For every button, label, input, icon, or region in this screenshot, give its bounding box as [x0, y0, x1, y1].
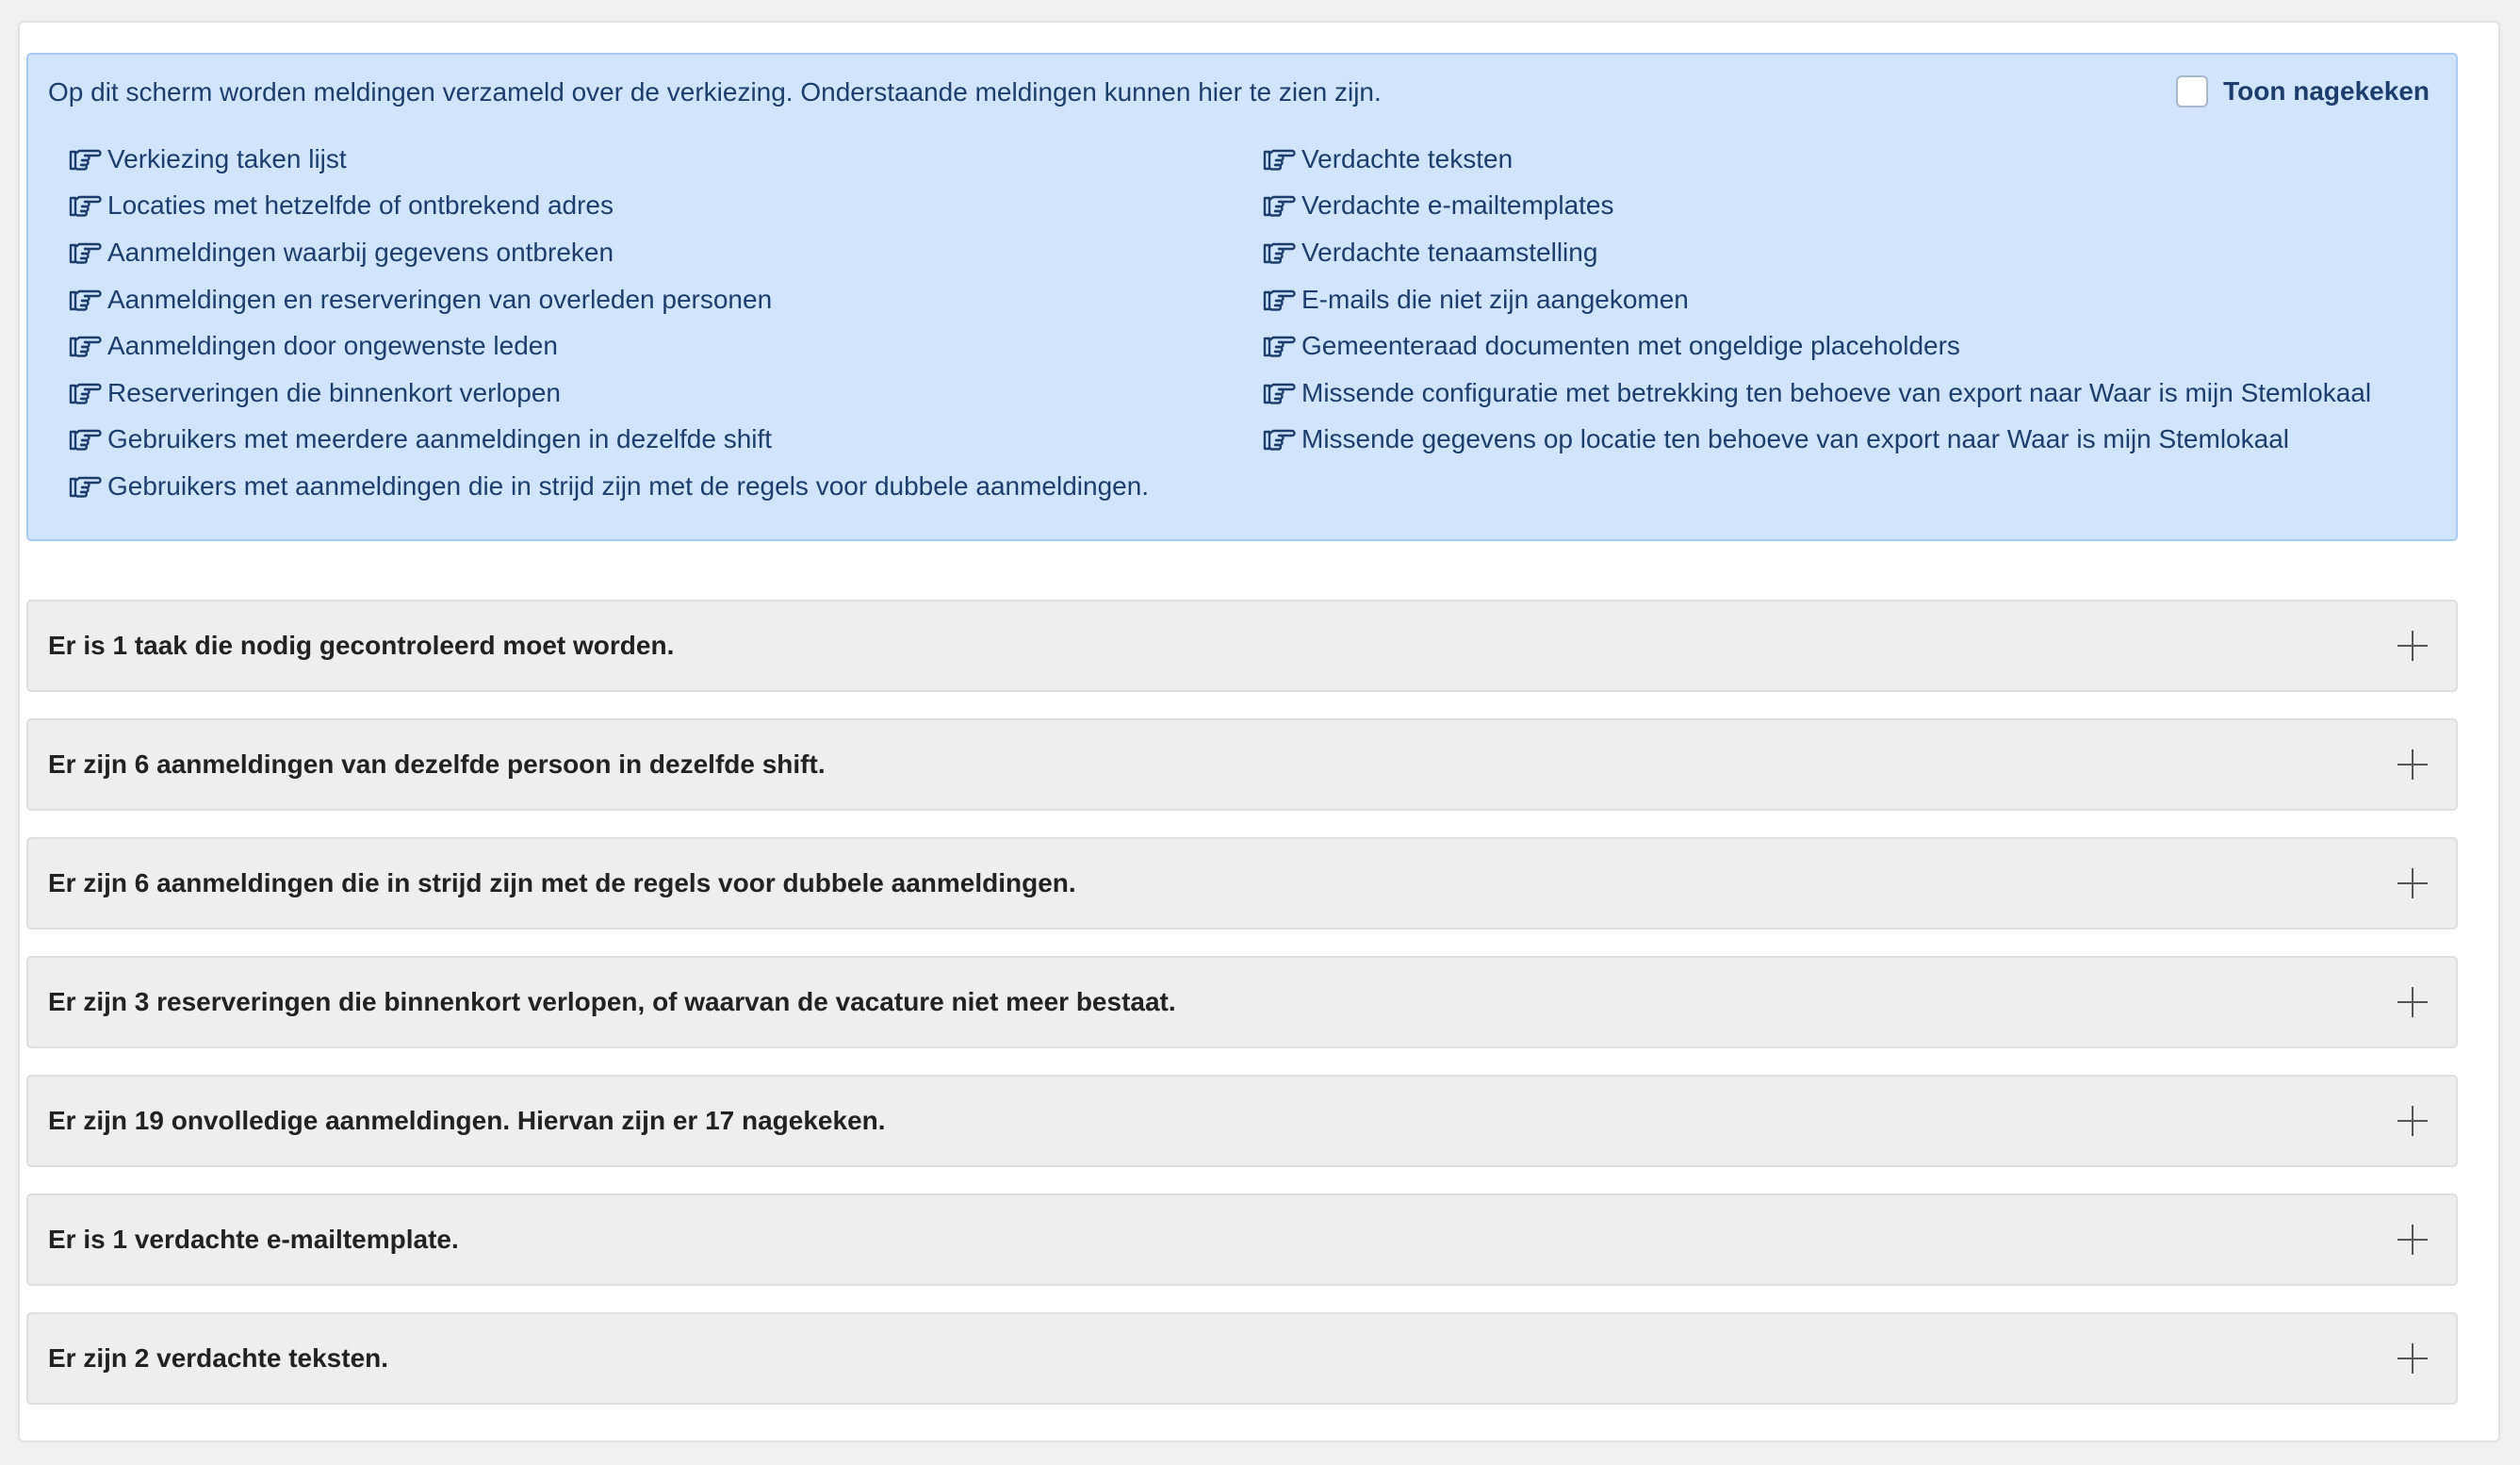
- panel-title[interactable]: Er is 1 taak die nodig gecontroleerd moet worden.: [48, 631, 675, 660]
- notification-type-item[interactable]: [68, 136, 1149, 183]
- pointing-hand-icon: [1262, 379, 1296, 407]
- pointing-hand-icon: [68, 239, 102, 267]
- pointing-hand-icon: [68, 332, 102, 360]
- pointing-hand-icon: [1262, 145, 1296, 173]
- expand-plus-icon[interactable]: [2397, 1225, 2428, 1255]
- panel-double-registration-rules[interactable]: [26, 837, 2458, 930]
- panel-title[interactable]: Er zijn 3 reserveringen die binnenkort verlopen, of waarvan de vacature niet meer bestaat.: [48, 987, 1176, 1016]
- pointing-hand-icon: [1262, 286, 1296, 314]
- notification-type-label: Missende gegevens op locatie ten behoeve van export naar Waar is mijn Stemlokaal: [1301, 424, 2289, 454]
- pointing-hand-icon: [1262, 191, 1296, 220]
- show-reviewed-label[interactable]: Toon nagekeken: [2223, 76, 2430, 106]
- panel-title[interactable]: Er zijn 19 onvolledige aanmeldingen. Hiervan zijn er 17 nagekeken.: [48, 1106, 886, 1135]
- show-reviewed-toggle[interactable]: [2176, 75, 2430, 107]
- notification-type-label: Verdachte teksten: [1301, 143, 1514, 173]
- notification-type-label: Reserveringen die binnenkort verlopen: [107, 377, 561, 407]
- panel-suspicious-email-template[interactable]: [26, 1193, 2458, 1286]
- notification-types-right: [1262, 136, 2371, 463]
- panel-expiring-reservations[interactable]: [26, 956, 2458, 1048]
- notification-type-label: Gebruikers met aanmeldingen die in strijd zijn met de regels voor dubbele aanmeldingen.: [107, 470, 1150, 501]
- pointing-hand-icon: [1262, 239, 1296, 267]
- notification-type-label: Verkiezing taken lijst: [107, 143, 347, 173]
- notification-type-item[interactable]: [68, 229, 1149, 276]
- notification-type-item[interactable]: [68, 183, 1149, 230]
- notification-type-item[interactable]: [1262, 136, 2371, 183]
- expand-plus-icon[interactable]: [2397, 987, 2428, 1017]
- notification-type-label: Aanmeldingen door ongewenste leden: [107, 331, 558, 361]
- notification-type-label: Locaties met hetzelfde of ontbrekend adres: [107, 190, 614, 221]
- panel-title[interactable]: Er zijn 6 aanmeldingen van dezelfde persoon in dezelfde shift.: [48, 749, 826, 779]
- notification-type-label: Verdachte e-mailtemplates: [1301, 190, 1614, 221]
- notification-type-item[interactable]: [1262, 370, 2371, 417]
- pointing-hand-icon: [68, 191, 102, 220]
- notification-type-label: E-mails die niet zijn aangekomen: [1301, 284, 1689, 314]
- notification-type-item[interactable]: [68, 417, 1149, 464]
- pointing-hand-icon: [1262, 332, 1296, 360]
- notification-type-label: Aanmeldingen en reserveringen van overleden personen: [107, 284, 773, 314]
- expand-plus-icon[interactable]: [2397, 1106, 2428, 1136]
- expand-plus-icon[interactable]: [2397, 749, 2428, 780]
- notification-type-item[interactable]: [1262, 417, 2371, 464]
- info-box: [26, 53, 2458, 541]
- expand-plus-icon[interactable]: [2397, 1343, 2428, 1374]
- notification-type-label: Missende configuratie met betrekking ten behoeve van export naar Waar is mijn Stemlokaal: [1301, 377, 2372, 407]
- notification-type-item[interactable]: [1262, 229, 2371, 276]
- notification-type-item[interactable]: [68, 276, 1149, 323]
- panel-check-tasks[interactable]: [26, 600, 2458, 692]
- expand-plus-icon[interactable]: [2397, 631, 2428, 661]
- pointing-hand-icon: [68, 472, 102, 501]
- notification-type-label: Aanmeldingen waarbij gegevens ontbreken: [107, 237, 614, 267]
- notification-type-item[interactable]: [68, 370, 1149, 417]
- pointing-hand-icon: [68, 145, 102, 173]
- notification-type-label: Gemeenteraad documenten met ongeldige placeholders: [1301, 331, 1960, 361]
- notification-type-item[interactable]: [1262, 276, 2371, 323]
- panel-title[interactable]: Er zijn 6 aanmeldingen die in strijd zijn met de regels voor dubbele aanmeldingen.: [48, 868, 1076, 897]
- notification-types-left: [68, 136, 1149, 510]
- panel-title[interactable]: Er is 1 verdachte e-mailtemplate.: [48, 1225, 459, 1254]
- pointing-hand-icon: [68, 379, 102, 407]
- notification-type-item[interactable]: [1262, 183, 2371, 230]
- panel-incomplete-registrations[interactable]: [26, 1075, 2458, 1167]
- show-reviewed-checkbox[interactable]: [2176, 75, 2208, 107]
- expand-plus-icon[interactable]: [2397, 868, 2428, 898]
- notification-type-item[interactable]: [1262, 322, 2371, 370]
- pointing-hand-icon: [68, 425, 102, 453]
- pointing-hand-icon: [68, 286, 102, 314]
- panel-duplicate-shift[interactable]: [26, 718, 2458, 811]
- intro-text: Op dit scherm worden meldingen verzameld over de verkiezing. Onderstaande meldingen kunnen hier te zien zijn.: [48, 77, 1382, 107]
- pointing-hand-icon: [1262, 425, 1296, 453]
- notification-type-item[interactable]: [68, 322, 1149, 370]
- panel-suspicious-texts[interactable]: [26, 1312, 2458, 1405]
- notification-type-label: Verdachte tenaamstelling: [1301, 237, 1598, 267]
- notification-type-label: Gebruikers met meerdere aanmeldingen in dezelfde shift: [107, 424, 773, 454]
- panel-title[interactable]: Er zijn 2 verdachte teksten.: [48, 1343, 389, 1373]
- notification-type-item[interactable]: [68, 463, 1149, 510]
